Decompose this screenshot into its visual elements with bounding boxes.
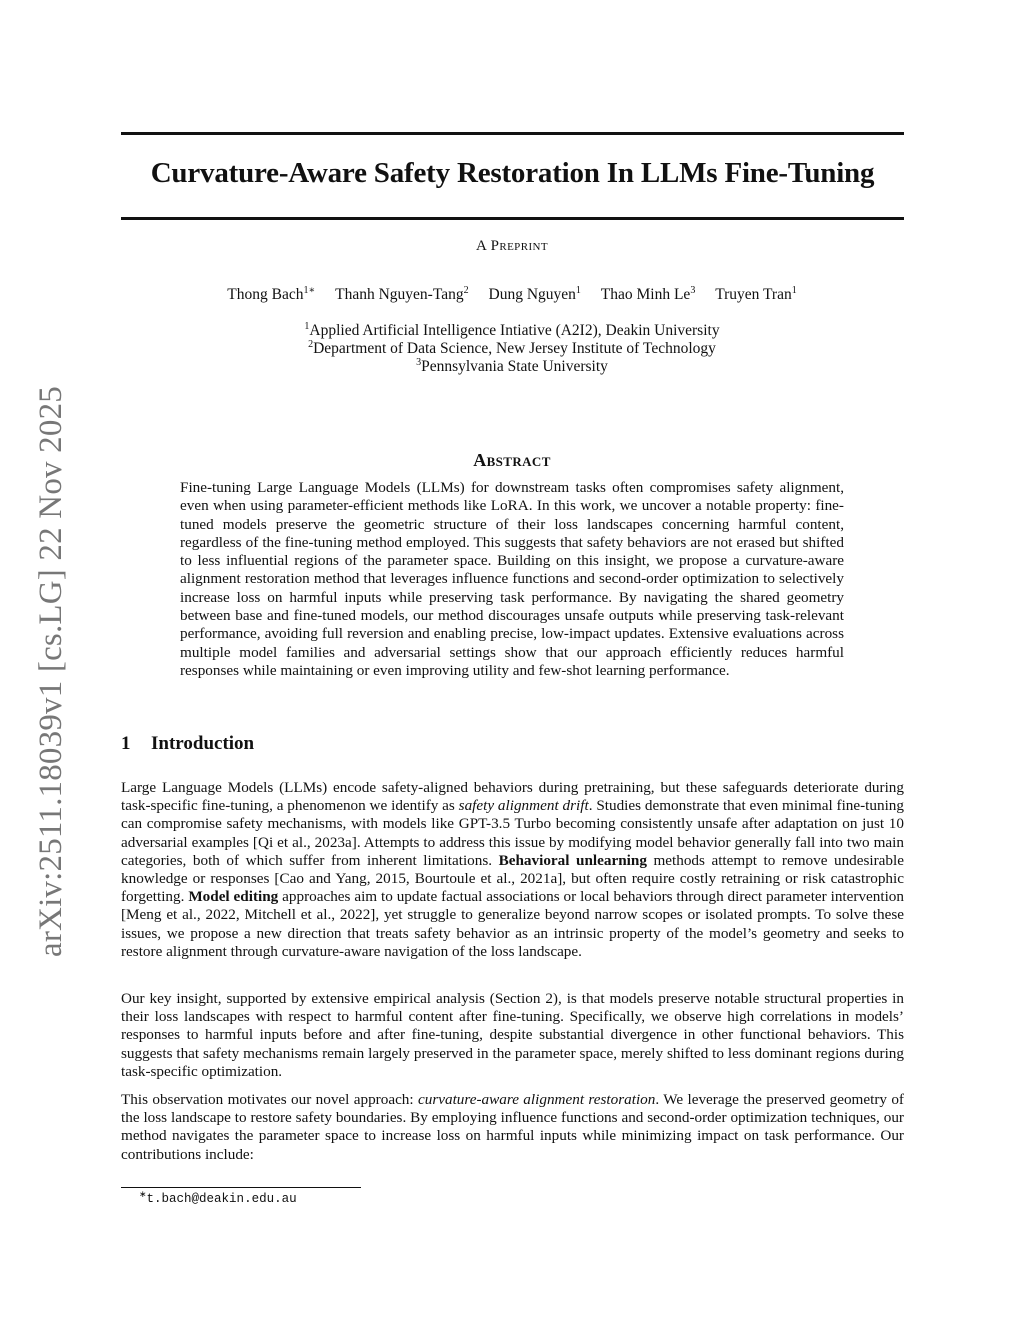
- footnote-rule: [121, 1187, 361, 1188]
- intro-paragraph-1: Large Language Models (LLMs) encode safety-aligned behaviors during pretraining, but these safeguards deteriorate during task-specific fine-tuning, a phenomenon we identify as safety alignment drift. Studies demonstrate that even minimal fine-tuning can compromise safety mechanisms, with models like GPT-3.5 Turbo becoming consistently unsafe after adaptation on just 10 adversarial examples [Qi et al., 2023a]. Attempts to address this issue by modifying model behavior generally fall into two main categories, both of which suffer from inherent limitations. Behavioral unlearning methods attempt to remove undesirable knowledge or responses [Cao and Yang, 2015, Bourtoule et al., 2021a], but often require costly retraining or risk catastrophic forgetting. Model editing approaches aim to update factual associations or local behaviors through direct parameter intervention [Meng et al., 2022, Mitchell et al., 2022], yet struggle to generalize beyond narrow scopes or isolated prompts. To solve these issues, we propose a new direction that treats safety behavior as an intrinsic property of the model’s geometry and seeks to restore alignment through curvature-aware navigation of the loss landscape.: [121, 779, 904, 960]
- arxiv-identifier: arXiv:2511.18039v1 [cs.LG] 22 Nov 2025: [33, 386, 69, 957]
- affiliation-list: [180, 322, 844, 376]
- preprint-label: A Preprint: [476, 238, 548, 254]
- affiliation: $^3$Pennsylvania State University: [416, 356, 608, 375]
- title-top-rule: [121, 132, 904, 135]
- author: Thong Bach$^{1∗}$: [227, 284, 316, 303]
- paper-title: Curvature-Aware Safety Restoration In LLMs Fine-Tuning: [150, 157, 875, 189]
- author: Thao Minh Le$^3$: [600, 284, 696, 303]
- affiliation: $^1$Applied Artificial Intelligence Intiative (A2I2), Deakin University: [304, 320, 720, 339]
- affiliation: $^2$Department of Data Science, New Jersey Institute of Technology: [308, 338, 716, 357]
- author-list: [180, 286, 844, 304]
- title-bottom-rule: [121, 217, 904, 220]
- intro-paragraph-3: This observation motivates our novel approach: curvature-aware alignment restoration. We leverage the preserved geometry of the loss landscape to restore safety boundaries. By employing influence functions and second-order optimization techniques, our method navigates the parameter space to increase loss on harmful inputs while minimizing impact on task performance. Our contributions include:: [121, 1091, 904, 1163]
- abstract-body: Fine-tuning Large Language Models (LLMs) for downstream tasks often compromises safety alignment, even when using parameter-efficient methods like LoRA. In this work, we uncover a notable property: fine-tuned models preserve the geometric structure of their loss landscapes concerning harmful content, regardless of the fine-tuning method employed. This suggests that safety behaviors are not erased but shifted to less influential regions of the parameter space. Building on this insight, we propose a curvature-aware alignment restoration method that leverages influence functions and second-order optimization to selectively increase loss on harmful inputs while preserving task performance. By navigating the shared geometry between base and fine-tuned models, our method discourages unsafe outputs while preserving task-relevant performance, avoiding full reversion and enabling precise, low-impact updates. Extensive evaluations across multiple model families and adversarial settings show that our approach efficiently reduces harmful responses while maintaining or even improving utility and few-shot learning performance.: [180, 479, 844, 679]
- abstract-heading: Abstract: [473, 450, 551, 470]
- author: Dung Nguyen$^1$: [488, 284, 581, 303]
- author: Truyen Tran$^1$: [715, 284, 797, 303]
- author: Thanh Nguyen-Tang$^2$: [335, 284, 469, 303]
- intro-paragraph-2: Our key insight, supported by extensive empirical analysis (Section 2), is that models preserve notable structural properties in their loss landscapes with respect to harmful content after fine-tuning. Specifically, we observe high correlations in models’ responses to harmful inputs before and after fine-tuning, despite substantial divergence in other functional behaviors. This suggests that safety mechanisms remain largely preserved in the parameter space, merely shifted to less dominant regions during task-specific optimization.: [121, 990, 904, 1080]
- section-heading: 1 Introduction: [121, 733, 255, 754]
- footnote-email: ∗t.bach@deakin.edu.au: [139, 1188, 297, 1206]
